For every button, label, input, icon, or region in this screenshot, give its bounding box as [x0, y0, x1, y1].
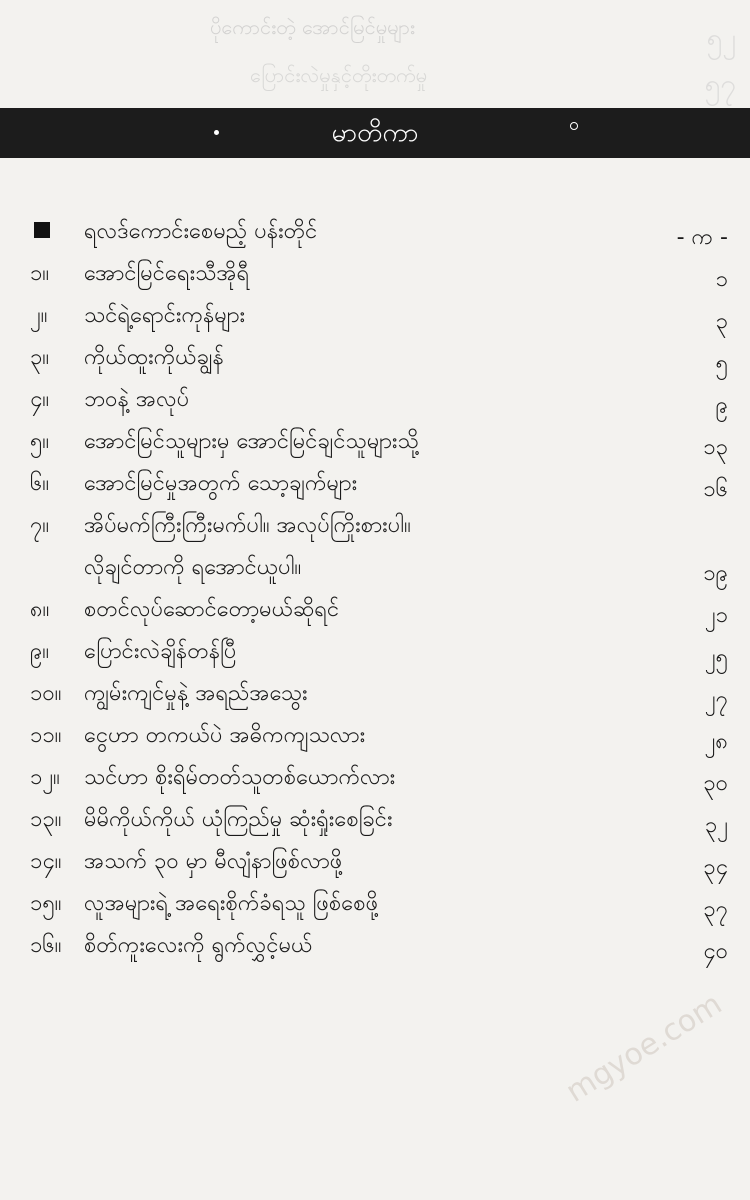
contents-title: မာတိကာ — [331, 118, 419, 148]
toc-number: ၁၆။ — [30, 933, 62, 958]
toc-row[interactable] — [0, 462, 750, 502]
toc-number: ၁၃။ — [30, 807, 62, 832]
watermark: mgyoe.com — [560, 986, 729, 1110]
toc-page: ၅ — [715, 351, 728, 376]
toc-number: ၃။ — [30, 345, 50, 370]
toc-title: ငွေဟာ တကယ်ပဲ အဓိကကျသလား — [84, 723, 366, 748]
toc-page: ၃၂ — [704, 813, 728, 838]
toc-page: - က - — [676, 225, 728, 250]
toc-row[interactable] — [0, 840, 750, 880]
contents-header-band — [0, 108, 750, 158]
toc-row[interactable] — [0, 630, 750, 670]
toc-title: အောင်မြင်မှုအတွက် သော့ချက်များ — [84, 471, 358, 496]
toc-row[interactable] — [0, 672, 750, 712]
toc-title: လူအများရဲ့ အရေးစိုက်ခံရသူ ဖြစ်စေဖို့ — [84, 891, 379, 916]
toc-title: ကျွမ်းကျင်မှုနဲ့ အရည်အသွေး — [84, 681, 308, 706]
toc-page: ၉ — [715, 393, 728, 418]
toc-page: ၄၀ — [703, 939, 728, 964]
toc-page: ၃၄ — [703, 855, 728, 880]
toc-number: ၁။ — [30, 261, 50, 286]
toc-row[interactable] — [0, 210, 750, 250]
toc-title: အိပ်မက်ကြီးကြီးမက်ပါ။ အလုပ်ကြိုးစားပါ။ — [84, 513, 411, 538]
toc-row[interactable] — [0, 798, 750, 838]
toc-page: ၃၀ — [703, 771, 728, 796]
toc-page: ၂၈ — [704, 729, 728, 754]
toc-number: ၈။ — [30, 597, 50, 622]
toc-page: ၃၇ — [703, 897, 728, 922]
toc-page: ၂၁ — [704, 603, 728, 628]
toc-title: အောင်မြင်ရေးသီအိုရီ — [84, 261, 250, 286]
toc-row[interactable] — [0, 882, 750, 922]
toc-row[interactable] — [0, 924, 750, 964]
toc-number: ၁၀။ — [30, 681, 62, 706]
square-bullet-icon — [34, 222, 50, 238]
toc-number: ၁၄။ — [30, 849, 62, 874]
toc-title: လိုချင်တာကို ရအောင်ယူပါ။ — [84, 555, 302, 580]
toc-title: မိမိကိုယ်ကိုယ် ယုံကြည်မှု ဆုံးရှုံးစေခြင်း — [84, 807, 393, 832]
toc-page: ၁၉ — [703, 561, 728, 586]
toc-row[interactable] — [0, 420, 750, 460]
toc-title: အောင်မြင်သူများမှ အောင်မြင်ချင်သူများသို့ — [84, 429, 419, 454]
faded-line-1: ပိုကောင်းတဲ့ အောင်မြင်မှုများ — [210, 15, 416, 39]
toc-page: ၂၅ — [704, 645, 728, 670]
toc-title: ဘဝနဲ့ အလုပ် — [84, 387, 190, 412]
toc-number: ၁၅။ — [30, 891, 62, 916]
faded-background-text — [0, 0, 750, 100]
toc-number: ၁၁။ — [30, 723, 62, 748]
toc-row-continuation[interactable] — [0, 546, 750, 586]
toc-title: သင်ဟာ စိုးရိမ်တတ်သူတစ်ယောက်လား — [84, 765, 396, 790]
toc-title: စိတ်ကူးလေးကို ရွက်လွှင့်မယ် — [84, 933, 313, 958]
toc-number: ၉။ — [30, 639, 50, 664]
toc-page: ၃ — [715, 309, 728, 334]
toc-number: ၆။ — [30, 471, 50, 496]
toc-number: ၇။ — [30, 513, 50, 538]
toc-row[interactable] — [0, 252, 750, 292]
toc-number: ၅။ — [30, 429, 50, 454]
toc-number: ၁၂။ — [30, 765, 60, 790]
toc-title: စတင်လုပ်ဆောင်တော့မယ်ဆိုရင် — [84, 597, 340, 622]
toc-number: ၂။ — [30, 303, 48, 328]
toc-row[interactable] — [0, 294, 750, 334]
toc-row[interactable] — [0, 714, 750, 754]
toc-row[interactable] — [0, 336, 750, 376]
toc-title: ပြောင်းလဲချိန်တန်ပြီ — [84, 639, 237, 664]
toc-row[interactable] — [0, 588, 750, 628]
faded-number-1: ၅၂ — [706, 22, 736, 55]
toc-page: ၂၇ — [704, 687, 728, 712]
toc-title: ရလဒ်ကောင်းစေမည့် ပန်းတိုင် — [84, 219, 318, 244]
toc-page: ၁၃ — [703, 435, 728, 460]
toc-page: ၁ — [715, 267, 728, 292]
toc-title: ကိုယ်ထူးကိုယ်ချွန် — [84, 345, 224, 370]
faded-line-2: ပြောင်းလဲမှုနှင့်တိုးတက်မှု — [250, 63, 428, 87]
toc-row[interactable] — [0, 756, 750, 796]
faded-number-2: ၅၇ — [704, 68, 736, 101]
toc-row[interactable] — [0, 504, 750, 544]
toc-row[interactable] — [0, 378, 750, 418]
toc-title: အသက် ၃၀ မှာ မီလျံနာဖြစ်လာဖို့ — [84, 849, 343, 874]
toc-number: ၄။ — [30, 387, 50, 412]
toc-title: သင်ရဲ့ရောင်းကုန်များ — [84, 303, 246, 328]
toc-page: ၁၆ — [703, 477, 728, 502]
